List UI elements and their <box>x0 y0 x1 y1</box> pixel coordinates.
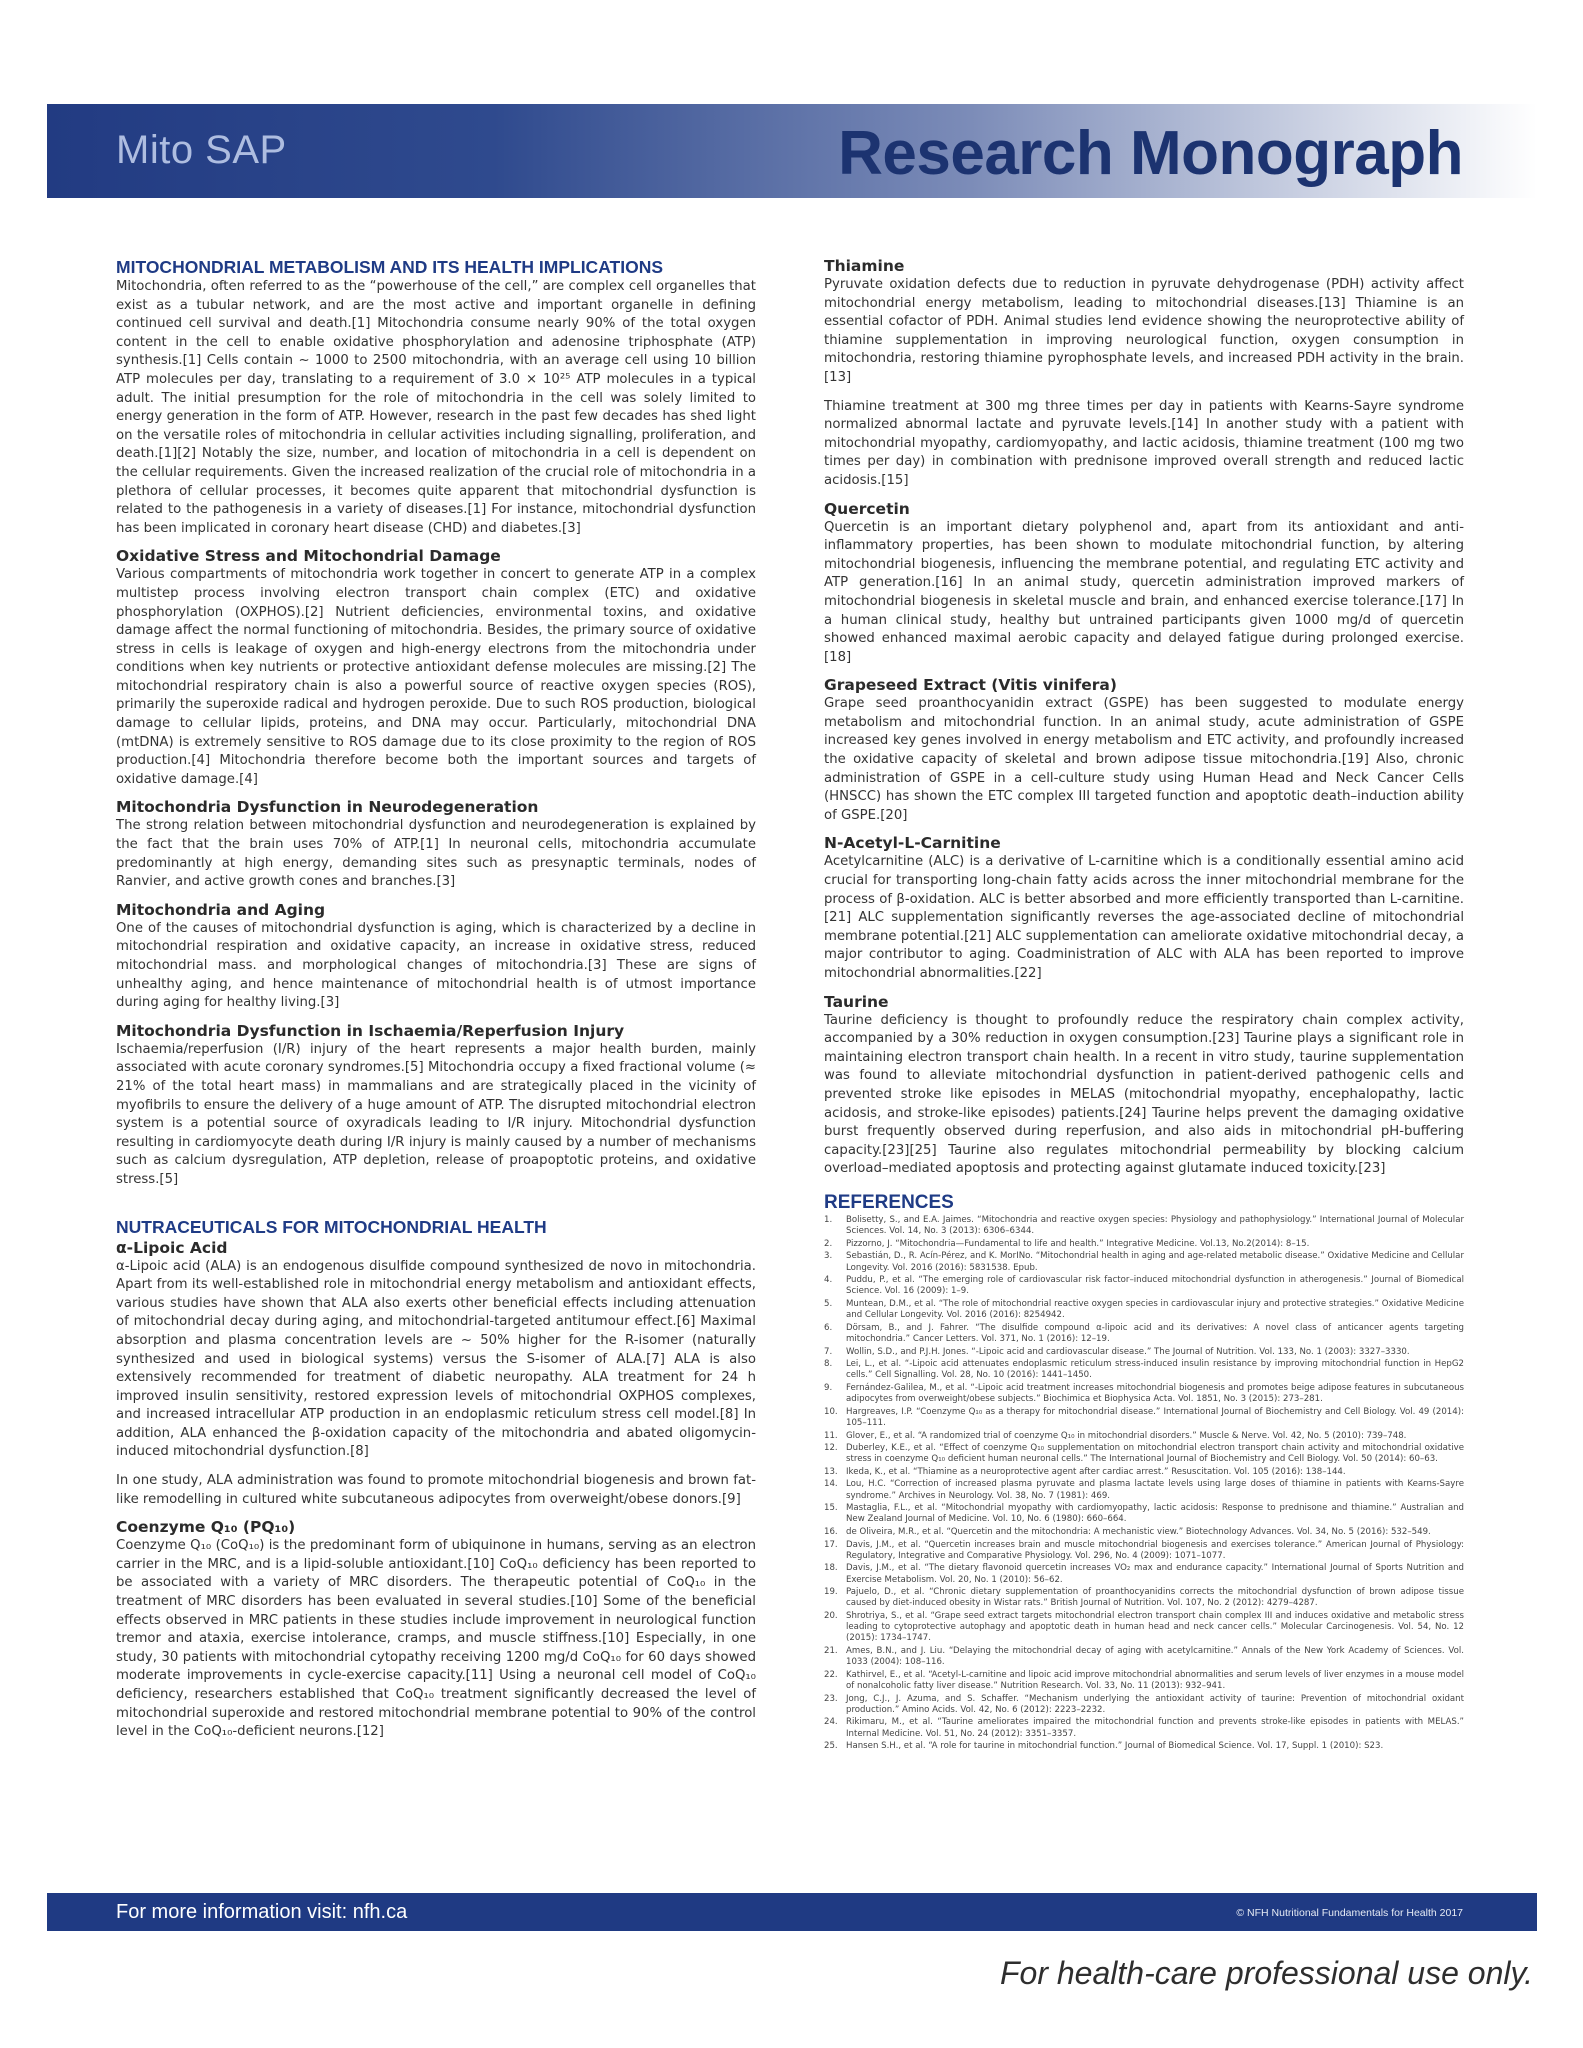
reference-number: 22. <box>824 1669 838 1680</box>
references-title: REFERENCES <box>824 1191 954 1213</box>
coenzyme-q10-paragraph: Coenzyme Q₁₀ (CoQ₁₀) is the predominant form of ubiquinone in humans, serving as an electron carrier in the MRC, and is a lipid-soluble antioxidant.[10] CoQ₁₀ deficiency has been reported to be associated with a variety of MRC disorders. The therapeutic potential of CoQ₁₀ in the treatment of MRC disorders has been evaluated in several studies.[10] Some of the beneficial effects observed in MRC patients in these studies include improvement in neurological function tremor and ataxia, exercise intolerance, cramps, and muscle stiffness.[10] Especially, in one study, 30 patients with mitochondrial cytopathy receiving 1200 mg/d CoQ₁₀ for 60 days showed moderate improvements in cycle-exercise capacity.[11] Using a neuronal cell model of CoQ₁₀ deficiency, researchers established that CoQ₁₀ treatment significantly decreased the level of mitochondrial superoxide and restored mitochondrial membrane potential to 90% of the control level in the CoQ₁₀-deficient neurons.[12] <box>116 1538 756 1740</box>
reference-text: Muntean, D.M., et al. “The role of mitochondrial reactive oxygen species in cardiovascular injury and protective strategies.” Oxidative Medicine and Cellular Longevity. Vol. 2016 (2016): 8254942. <box>846 1298 1464 1321</box>
heading-thiamine: Thiamine <box>824 257 905 275</box>
heading-neurodegeneration: Mitochondria Dysfunction in Neurodegeneration <box>116 798 539 817</box>
reference-item <box>824 1383 1464 1405</box>
disclaimer: For health-care professional use only. <box>999 1955 1533 1991</box>
reference-item <box>824 1587 1464 1609</box>
heading-aging: Mitochondria and Aging <box>116 900 326 919</box>
reference-text: Mastaglia, F.L., et al. “Mitochondrial myopathy with cardiomyopathy, lactic acidosis: Response to prednisone and thiamine.” Australian and New Zealand Journal of Medicine. Vol. 10, No. 6 (1980): 660–664. <box>846 1503 1464 1525</box>
neurodegeneration-paragraph: The strong relation between mitochondrial dysfunction and neurodegeneration is explained by the fact that the brain uses 70% of ATP.[1] In neuronal cells, mitochondria accumulate predominantly at high energy, demanding sites such as presynaptic terminals, nodes of Ranvier, and active growth cones and branches.[3] <box>116 818 756 890</box>
reference-number: 16. <box>824 1527 838 1538</box>
reference-text: Dörsam, B., and J. Fahrer. “The disulfide compound α-lipoic acid and its derivatives: A novel class of anticancer agents targeting mitochondria.” Cancer Letters. Vol. 371, No. 1 (2016): 12–19. <box>846 1322 1464 1344</box>
reference-text: Glover, E., et al. “A randomized trial of coenzyme Q₁₀ in mitochondrial disorders.” Muscle & Nerve. Vol. 42, No. 5 (2010): 739–748. <box>846 1430 1407 1441</box>
reference-number: 14. <box>824 1479 838 1490</box>
thiamine-paragraph-2: Thiamine treatment at 300 mg three times per day in patients with Kearns-Sayre syndrome normalized abnormal lactate and pyruvate levels.[14] In another study with a patient with mitochondrial myopathy, cardiomyopathy, and lactic acidosis, thiamine treatment (100 mg two times per day) in combination with prednisone improved overall strength and reduced lactic acidosis.[15] <box>824 398 1464 488</box>
reference-number: 1. <box>824 1214 833 1225</box>
heading-quercetin: Quercetin <box>824 499 910 518</box>
reference-number: 9. <box>824 1382 833 1393</box>
reference-text: Lei, L., et al. “-Lipoic acid attenuates endoplasmic reticulum stress-induced insulin resistance by improving mitochondrial function in HepG2 cells.” Cell Signalling. Vol. 28, No. 10 (2016): 1441–1450. <box>846 1359 1464 1381</box>
reference-number: 2. <box>824 1238 833 1249</box>
reference-text: Bolisetty, S., and E.A. Jaimes. “Mitochondria and reactive oxygen species: Physiology and pathophysiology.” International Journal of Molecular Sciences. Vol. 14, No. 3 (2013): 6306–6344. <box>846 1214 1464 1237</box>
reference-item <box>824 1717 1464 1739</box>
reference-number: 4. <box>824 1275 833 1286</box>
reference-item <box>824 1467 1464 1478</box>
reference-text: Davis, J.M., et al. “The dietary flavonoid quercetin increases VO₂ max and endurance capacity.” International Journal of Sports Nutrition and Exercise Metabolism. Vol. 20, No. 1 (2010): 56–62. <box>846 1563 1464 1585</box>
reference-number: 24. <box>824 1717 838 1728</box>
reference-item <box>824 1431 1464 1442</box>
thiamine-paragraph: Pyruvate oxidation defects due to reduction in pyruvate dehydrogenase (PDH) activity affect mitochondrial energy metabolism, leading to mitochondrial diseases.[13] Thiamine is an essential cofactor of PDH. Animal studies lend evidence showing the neuroprotective ability of thiamine supplementation in improving neurological function, oxygen consumption in mitochondria, restoring thiamine pyrophosphate levels, and increased PDH activity in the brain.[13] <box>824 277 1464 385</box>
reference-text: Duberley, K.E., et al. “Effect of coenzyme Q₁₀ supplementation on mitochondrial electron transport chain activity and mitochondrial oxidative stress in coenzyme Q₁₀ deficient human neuronal cells.” The International Journal of Biochemistry and Cell Biology. Vol. 50 (2014): 60–63. <box>846 1443 1464 1465</box>
intro-paragraph: Mitochondria, often referred to as the “powerhouse of the cell,” are complex cell organelles that exist as a tubular network, and are the most active and important organelle in defining continued cell survival and death.[1] Mitochondria consume nearly 90% of the total oxygen content in the cell to enable oxidative phosphorylation and adenosine triphosphate (ATP) synthesis.[1] Cells contain ~ 1000 to 2500 mitochondria, with an average cell using 10 billion ATP molecules per day, translating to a requirement of 3.0 × 10²⁵ ATP molecules in a typical adult. The initial presumption for the role of mitochondria in the cell was solely limited to energy generation in the form of ATP. However, research in the past few decades has shed light on the versatile roles of mitochondria in cellular activities including signalling, proliferation, and death.[1][2] Notably the size, number, and location of mitochondria in a cell is dependent on the cellular requirements. Given the increased realization of the crucial role of mitochondria in a plethora of cellular processes, it becomes quite apparent that mitochondrial dysfunction is related to the pathogenesis in a variety of diseases.[1] For instance, mitochondrial dysfunction has been implicated in coronary heart disease (CHD) and diabetes.[3] <box>116 279 756 536</box>
reference-item <box>824 1670 1464 1692</box>
reference-number: 15. <box>824 1503 838 1514</box>
monograph-title: Research Monograph <box>838 119 1463 188</box>
reference-item <box>824 1527 1464 1538</box>
reference-text: Hansen S.H., et al. “A role for taurine in mitochondrial function.” Journal of Biomedical Science. Vol. 17, Suppl. 1 (2010): S23. <box>846 1741 1384 1752</box>
reference-text: Pajuelo, D., et al. “Chronic dietary supplementation of proanthocyanidins corrects the mitochondrial dysfunction of brown adipose tissue caused by diet-induced obesity in Wistar rats.” British Journal of Nutrition. Vol. 107, No. 2 (2012): 4279–4287. <box>846 1587 1464 1609</box>
reference-text: Kathirvel, E., et al. “Acetyl-L-carnitine and lipoic acid improve mitochondrial abnormalities and serum levels of liver enzymes in a mouse model of nonalcoholic fatty liver disease.” Nutrition Research. Vol. 33, No. 11 (2013): 932–941. <box>846 1669 1464 1692</box>
reference-text: Ames, B.N., and J. Liu. “Delaying the mitochondrial decay of aging with acetylcarnitine.” Annals of the New York Academy of Sciences. Vol. 1033 (2004): 108–116. <box>846 1646 1464 1668</box>
reference-item <box>824 1407 1464 1429</box>
reference-text: de Oliveira, M.R., et al. “Quercetin and the mitochondria: A mechanistic view.” Biotechnology Advances. Vol. 34, No. 5 (2016): 532–549. <box>846 1527 1431 1538</box>
reference-item <box>824 1275 1464 1297</box>
ischaemia-paragraph: Ischaemia/reperfusion (I/R) injury of the heart represents a major health burden, mainly associated with acute coronary syndromes.[5] Mitochondria occupy a fixed fractional volume (≈ 21% of the total heart mass) in mammalians and are strategically placed in the vicinity of myofibrils to ensure the delivery of a huge amount of ATP. The disrupted mitochondrial electron system is a potential source of oxyradicals leading to I/R injury. Mitochondrial dysfunction resulting in cardiomyocyte death during I/R injury is mainly caused by a number of mechanisms such as calcium dysregulation, ATP depletion, release of proapoptotic proteins, and oxidative stress.[5] <box>116 1041 756 1187</box>
reference-number: 7. <box>824 1346 833 1357</box>
lipoic-acid-paragraph-2: In one study, ALA administration was found to promote mitochondrial biogenesis and brown fat-like remodelling in cultured white subcutaneous adipocytes from overweight/obese donors.[9] <box>116 1473 756 1507</box>
reference-item <box>824 1299 1464 1321</box>
section-title-nutraceuticals: NUTRACEUTICALS FOR MITOCHONDRIAL HEALTH <box>116 1216 547 1237</box>
reference-number: 18. <box>824 1563 838 1574</box>
reference-text: Wollin, S.D., and P.J.H. Jones. “-Lipoic acid and cardiovascular disease.” The Journal of Nutrition. Vol. 133, No. 1 (2003): 3327–3330. <box>846 1346 1410 1357</box>
reference-number: 12. <box>824 1443 838 1454</box>
reference-number: 19. <box>824 1587 838 1598</box>
section-title-metabolism: MITOCHONDRIAL METABOLISM AND ITS HEALTH IMPLICATIONS <box>116 257 664 277</box>
grapeseed-paragraph: Grape seed proanthocyanidin extract (GSPE) has been suggested to modulate energy metabolism and mitochondrial function. In an animal study, acute administration of GSPE increased key genes involved in energy metabolism and ETC activity, and profoundly increased the oxidative capacity of skeletal and brown adipose tissue mitochondria.[19] Also, chronic administration of GSPE in a cell-culture study using Human Head and Neck Cancer Cells (HNSCC) has shown the ETC complex III targeted function and apoptotic death–induction ability of GSPE.[20] <box>824 696 1464 823</box>
reference-item <box>824 1479 1464 1501</box>
reference-number: 10. <box>824 1406 838 1417</box>
lipoic-acid-paragraph: α-Lipoic acid (ALA) is an endogenous disulfide compound synthesized de novo in mitochondria. Apart from its well-established role in mitochondrial energy metabolism and antioxidant effects, various studies have shown that ALA also exerts other beneficial effects including attenuation of mitochondrial decay during aging, and mitochondrial-targeted antitumour effect.[6] Maximal absorption and plasma concentration levels are ~ 50% higher for the R-isomer (naturally synthesized and used in biological systems) versus the S-isomer of ALA.[7] ALA is also extensively recommended for treatment of diabetic neuropathy. ALA treatment for 24 h improved insulin sensitivity, restored expression levels of mitochondrial OXPHOS complexes, and increased intracellular ATP production in an endoplasmic reticulum stress cell model.[8] In addition, ALA enhanced the β-oxidation capacity of the mitochondria and abated oligomycin-induced mitochondrial dysfunction.[8] <box>116 1258 756 1460</box>
reference-text: Jong, C.J., J. Azuma, and S. Schaffer. “Mechanism underlying the antioxidant activity of taurine: Prevention of mitochondrial oxidant production.” Amino Acids. Vol. 42, No. 6 (2012): 2223–2232. <box>846 1693 1464 1715</box>
reference-text: Shrotriya, S., et al. “Grape seed extract targets mitochondrial electron transport chain complex III and induces oxidative and metabolic stress leading to cytoprotective autophagy and apoptotic death in human head and neck cancer cells.” Molecular Carcinogenesis. Vol. 54, No. 12 (2015): 1734–1747. <box>846 1611 1464 1644</box>
quercetin-paragraph: Quercetin is an important dietary polyphenol and, apart from its antioxidant and anti-inflammatory properties, has been shown to modulate mitochondrial function, by altering mitochondrial biogenesis, influencing the membrane potential, and regulating ETC activity and ATP generation.[16] In an animal study, quercetin administration improved markers of mitochondrial biogenesis in skeletal muscle and brain, and enhanced exercise tolerance.[17] In a human clinical study, healthy but untrained participants given 1000 mg/d of quercetin showed enhanced maximal aerobic capacity and delayed fatigue during prolonged exercise.[18] <box>824 519 1464 665</box>
heading-lipoic-acid: α-Lipoic Acid <box>116 1238 228 1257</box>
reference-item <box>824 1540 1464 1562</box>
reference-text: Hargreaves, I.P. “Coenzyme Q₁₀ as a therapy for mitochondrial disease.” International Journal of Biochemistry and Cell Biology. Vol. 49 (2014): 105–111. <box>846 1406 1464 1428</box>
reference-number: 23. <box>824 1693 838 1704</box>
reference-text: Ikeda, K., et al. “Thiamine as a neuroprotective agent after cardiac arrest.” Resuscitation. Vol. 105 (2016): 138–144. <box>846 1466 1346 1477</box>
footer-copyright: © NFH Nutritional Fundamentals for Health 2017 <box>1236 1907 1463 1919</box>
reference-text: Lou, H.C. “Correction of increased plasma pyruvate and plasma lactate levels using large doses of thiamine in patients with Kearns-Sayre syndrome.” Archives in Neurology. Vol. 38, No. 7 (1981): 469. <box>846 1479 1464 1501</box>
reference-number: 5. <box>824 1298 833 1309</box>
reference-number: 11. <box>824 1430 838 1441</box>
reference-item <box>824 1563 1464 1585</box>
product-name: Mito SAP <box>116 128 287 172</box>
aging-paragraph: One of the causes of mitochondrial dysfunction is aging, which is characterized by a decline in mitochondrial respiration and oxidative capacity, an increase in oxidative stress, reduced mitochondrial mass. and morphological changes of mitochondria.[3] These are signs of unhealthy aging, and hence maintenance of mitochondrial health is of utmost importance during aging for healthy living.[3] <box>116 920 756 1011</box>
reference-item <box>824 1646 1464 1668</box>
reference-number: 6. <box>824 1322 833 1333</box>
reference-text: Rikimaru, M., et al. “Taurine ameliorates impaired the mitochondrial function and prevents stroke-like episodes in patients with MELAS.” Internal Medicine. Vol. 51, No. 24 (2012): 3351–3357. <box>846 1717 1464 1739</box>
reference-text: Pizzorno, J. “Mitochondria—Fundamental to life and health.” Integrative Medicine. Vol.13, No.2(2014): 8–15. <box>846 1238 1310 1249</box>
reference-item <box>824 1503 1464 1525</box>
reference-number: 3. <box>824 1251 833 1262</box>
reference-item <box>824 1443 1464 1465</box>
reference-item <box>824 1239 1464 1250</box>
reference-text: Fernández-Galilea, M., et al. “-Lipoic acid treatment increases mitochondrial biogenesis and promotes beige adipose features in subcutaneous adipocytes from overweight/obese subjects.” Biochimica et Biophysica Acta. Vol. 1851, No. 3 (2015): 273–281. <box>846 1382 1464 1405</box>
left-column <box>116 256 756 1748</box>
heading-taurine: Taurine <box>824 992 889 1011</box>
references-list <box>824 1215 1464 1753</box>
reference-text: Sebastián, D., R. Acín-Pérez, and K. MorINo. “Mitochondrial health in aging and age-related metabolic disease.” Oxidative Medicine and Cellular Longevity. Vol. 2016 (2016): 5831538. Epub. <box>846 1251 1464 1273</box>
heading-coenzyme-q10: Coenzyme Q₁₀ (PQ₁₀) <box>116 1518 296 1537</box>
reference-number: 17. <box>824 1539 838 1550</box>
heading-ischaemia: Mitochondria Dysfunction in Ischaemia/Reperfusion Injury <box>116 1021 625 1040</box>
reference-item <box>824 1359 1464 1381</box>
heading-oxidative-stress: Oxidative Stress and Mitochondrial Damage <box>116 547 501 566</box>
reference-item <box>824 1323 1464 1345</box>
reference-number: 8. <box>824 1359 833 1370</box>
reference-text: Davis, J.M., et al. “Quercetin increases brain and muscle mitochondrial biogenesis and exercises tolerance.” American Journal of Physiology: Regulatory, Integrative and Comparative Physiology. Vol. 296, No. 4 (2009): 1071–1077. <box>846 1539 1464 1561</box>
heading-acetyl-carnitine: N-Acetyl-L-Carnitine <box>824 834 1001 853</box>
reference-item <box>824 1694 1464 1716</box>
taurine-paragraph: Taurine deficiency is thought to profoundly reduce the respiratory chain complex activity, accompanied by a 30% reduction in oxygen consumption.[23] Taurine plays a significant role in maintaining electron transport chain health. In a recent in vitro study, taurine supplementation was found to alleviate mitochondrial dysfunction in patient-derived pathogenic cells and prevented stroke like episodes in MELAS (mitochondrial myopathy, encephalopathy, lactic acidosis, and stroke-like episodes) patients.[24] Taurine helps prevent the damaging oxidative burst frequently observed during reperfusion, and also aids in mitochondrial pH-buffering capacity.[23][25] Taurine also regulates mitochondrial permeability by blocking calcium overload–mediated apoptosis and protecting against glutamate induced toxicity.[23] <box>824 1012 1464 1177</box>
reference-item <box>824 1215 1464 1237</box>
heading-grapeseed: Grapeseed Extract (Vitis vinifera) <box>824 676 1117 695</box>
reference-number: 21. <box>824 1646 838 1657</box>
acetyl-carnitine-paragraph: Acetylcarnitine (ALC) is a derivative of L-carnitine which is a conditionally essential amino acid crucial for transporting long-chain fatty acids across the inner mitochondrial membrane for the process of β-oxidation. ALC is better absorbed and more efficiently transported than L-carnitine.[21] ALC supplementation significantly reverses the age-associated decline of mitochondrial membrane potential.[21] ALC supplementation can ameliorate oxidative mitochondrial decay, a major contributor to aging. Coadministration of ALC with ALA has been reported to improve mitochondrial abnormalities.[22] <box>824 854 1464 981</box>
reference-number: 20. <box>824 1611 838 1622</box>
reference-item <box>824 1611 1464 1645</box>
right-column <box>824 256 1464 1754</box>
footer-website-link[interactable]: For more information visit: nfh.ca <box>116 1901 408 1923</box>
reference-item <box>824 1251 1464 1273</box>
reference-item <box>824 1347 1464 1358</box>
reference-number: 25. <box>824 1741 838 1752</box>
reference-text: Puddu, P., et al. “The emerging role of cardiovascular risk factor–induced mitochondrial dysfunction in atherogenesis.” Journal of Biomedical Science. Vol. 16 (2009): 1–9. <box>846 1275 1464 1297</box>
oxidative-stress-paragraph: Various compartments of mitochondria work together in concert to generate ATP in a complex multistep process involving electron transport chain complex (ETC) and oxidative phosphorylation (OXPHOS).[2] Nutrient deficiencies, environmental toxins, and oxidative damage affect the normal functioning of mitochondria. Besides, the primary source of oxidative stress in cells is leakage of oxygen and high-energy electrons from the mitochondria under conditions when key nutrients or protective antioxidant defense molecules are missing.[2] The mitochondrial respiratory chain is also a powerful source of reactive oxygen species (ROS), primarily the superoxide radical and hydrogen peroxide. Due to such ROS production, biological damage to cellular lipids, proteins, and DNA may occur. Particularly, mitochondrial DNA (mtDNA) is extremely sensitive to ROS damage due to its close proximity to the region of ROS production.[4] Mitochondria therefore become both the important sources and targets of oxidative damage.[4] <box>116 567 756 787</box>
reference-number: 13. <box>824 1466 838 1477</box>
reference-item <box>824 1741 1464 1752</box>
